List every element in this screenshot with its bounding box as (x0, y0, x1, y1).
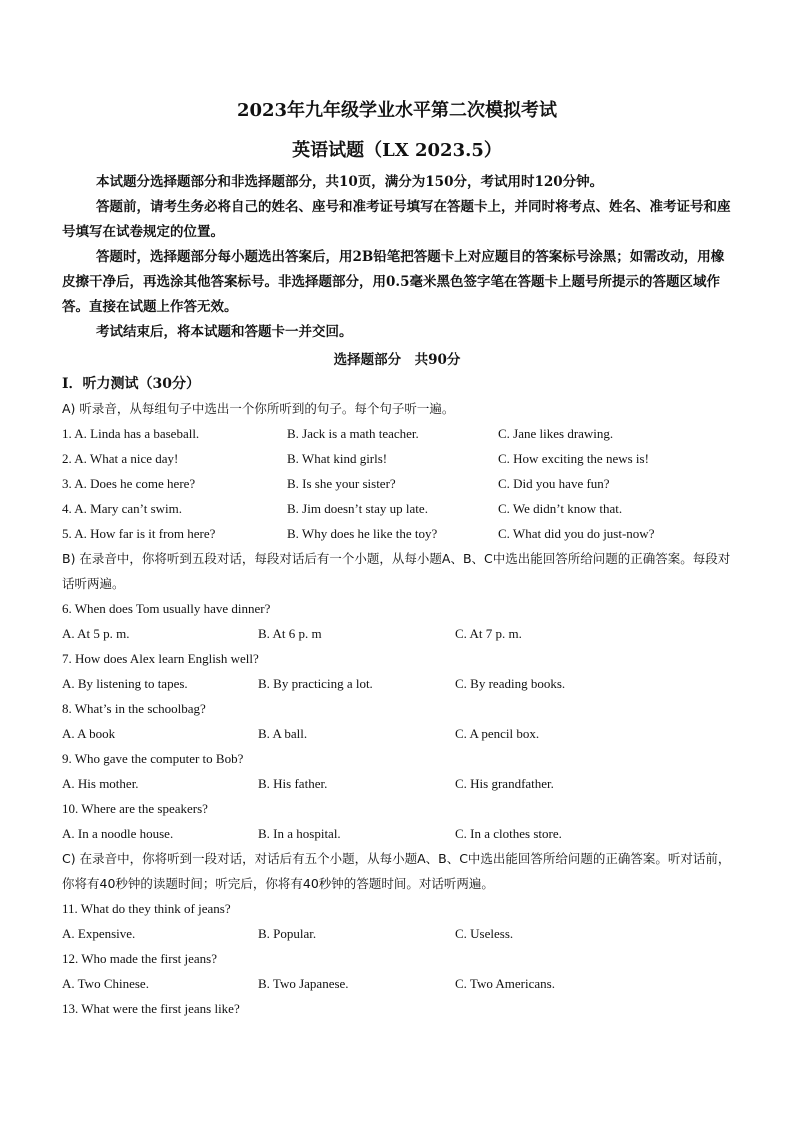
option-a: 3. A. Does he come here? (62, 476, 196, 491)
option-a: A. At 5 p. m. (62, 626, 130, 641)
option-a: A. His mother. (62, 776, 139, 791)
question-text: 9. Who gave the computer to Bob? (62, 751, 244, 766)
options-row (62, 671, 734, 696)
option-c: C. In a clothes store. (455, 826, 562, 841)
section-a-instruction: A) 听录音，从每组句子中选出一个你所听到的句子。每个句子听一遍。 (62, 401, 455, 416)
option-b: B. At 6 p. m (258, 626, 322, 641)
instruction-paragraph: 答题前，请考生务必将自己的姓名、座号和准考证号填写在答题卡上，并同时将考点、姓名、准考证号和座号填写在试卷规定的位置。 (62, 199, 731, 240)
section-c-instruction: C) 在录音中，你将听到一段对话，对话后有五个小题，从每小题A、B、C中选出能回答所给问题的正确答案。听对话前，你将有40秒钟的读题时间；听完后，你将有40秒钟的答题时间。对话听两遍。 (62, 851, 731, 891)
option-b: B. A ball. (258, 726, 308, 741)
exam-subtitle: 英语试题（LX 2023.5） (292, 140, 502, 161)
option-a: A. Expensive. (62, 926, 136, 941)
options-row (62, 921, 734, 946)
option-b: B. Why does he like the toy? (287, 526, 438, 541)
option-c: C. We didn’t know that. (498, 501, 623, 516)
option-a: A. Two Chinese. (62, 976, 149, 991)
section-b-instruction: B) 在录音中，你将听到五段对话，每段对话后有一个小题，从每小题A、B、C中选出能回答所给问题的正确答案。每段对话听两遍。 (62, 551, 731, 591)
option-c: C. By reading books. (455, 676, 566, 691)
option-b: B. Is she your sister? (287, 476, 396, 491)
question-text: 8. What’s in the schoolbag? (62, 701, 206, 716)
question-row (62, 521, 734, 546)
option-c: C. His grandfather. (455, 776, 554, 791)
option-b: B. In a hospital. (258, 826, 341, 841)
option-b: B. Popular. (258, 926, 317, 941)
option-a: 4. A. Mary can’t swim. (62, 501, 182, 516)
question-text: 6. When does Tom usually have dinner? (62, 601, 271, 616)
part-heading: 选择题部分 共90分 (333, 352, 461, 368)
question-text: 7. How does Alex learn English well? (62, 651, 259, 666)
option-b: B. By practicing a lot. (258, 676, 373, 691)
option-c: C. Did you have fun? (498, 476, 610, 491)
option-a: A. By listening to tapes. (62, 676, 188, 691)
exam-title: 2023年九年级学业水平第二次模拟考试 (236, 100, 558, 121)
option-a: 2. A. What a nice day! (62, 451, 179, 466)
question-row (62, 496, 734, 521)
exam-instructions (62, 170, 734, 345)
option-c: C. At 7 p. m. (455, 626, 522, 641)
question-text: 13. What were the first jeans like? (62, 1001, 240, 1016)
instruction-paragraph: 本试题分选择题部分和非选择题部分，共10页，满分为150分，考试用时120分钟。 (96, 174, 604, 190)
instruction-paragraph: 考试结束后，将本试题和答题卡一并交回。 (96, 324, 353, 340)
option-c: C. Two Americans. (455, 976, 555, 991)
option-b: B. His father. (258, 776, 328, 791)
option-c: C. What did you do just-now? (498, 526, 655, 541)
question-text: 11. What do they think of jeans? (62, 901, 231, 916)
option-a: A. A book (62, 726, 116, 741)
option-b: B. Jack is a math teacher. (287, 426, 419, 441)
question-row (62, 446, 734, 471)
question-row (62, 471, 734, 496)
option-c: C. How exciting the news is! (498, 451, 649, 466)
section-heading: Ⅰ．听力测试（30分） (62, 376, 201, 392)
option-a: 5. A. How far is it from here? (62, 526, 216, 541)
options-row (62, 771, 734, 796)
option-c: C. A pencil box. (455, 726, 540, 741)
question-row (62, 421, 734, 446)
options-row (62, 971, 734, 996)
option-a: 1. A. Linda has a baseball. (62, 426, 200, 441)
option-c: C. Useless. (455, 926, 514, 941)
option-a: A. In a noodle house. (62, 826, 174, 841)
option-b: B. What kind girls! (287, 451, 388, 466)
instruction-paragraph: 答题时，选择题部分每小题选出答案后，用2B铅笔把答题卡上对应题目的答案标号涂黑；如需改动，用橡皮擦干净后，再选涂其他答案标号。非选择题部分，用0.5毫米黑色签字笔在答题卡上题号所提示的答题区域作答。直接在试题上作答无效。 (62, 249, 725, 315)
options-row (62, 721, 734, 746)
option-b: B. Jim doesn’t stay up late. (287, 501, 428, 516)
option-b: B. Two Japanese. (258, 976, 349, 991)
option-c: C. Jane likes drawing. (498, 426, 614, 441)
options-row (62, 821, 734, 846)
options-row (62, 621, 734, 646)
question-text: 10. Where are the speakers? (62, 801, 208, 816)
question-text: 12. Who made the first jeans? (62, 951, 217, 966)
